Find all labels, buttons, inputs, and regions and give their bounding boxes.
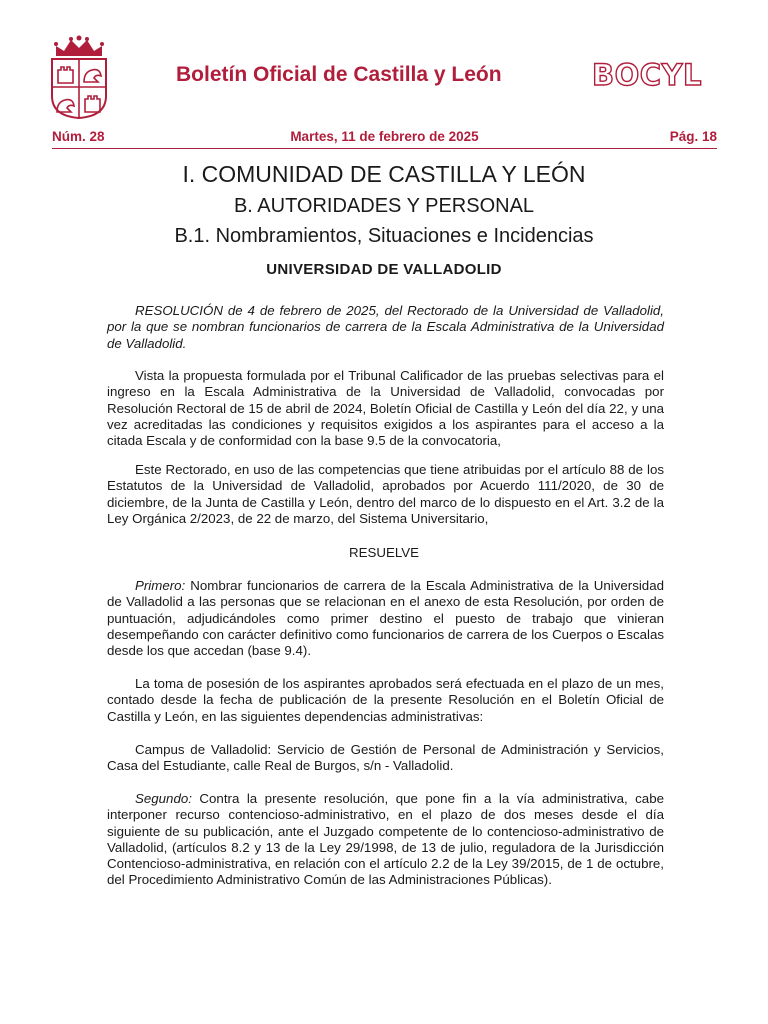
page-number: Pág. 18 xyxy=(669,129,717,144)
resolution-text: RESOLUCIÓN de 4 de febrero de 2025, del Rectorado de la Universidad de Valladolid, por la que se nombran funcionarios de carrera de la Escala Administrativa de la Universidad de Valladolid. xyxy=(107,303,664,351)
resolution-title xyxy=(107,303,664,352)
paragraph-campus: Campus de Valladolid: Servicio de Gestión de Personal de Administración y Servicios, Casa del Estudiante, calle Real de Burgos, s/n - Valladolid. xyxy=(107,742,664,774)
page-header xyxy=(0,0,768,130)
issue-date: Martes, 11 de febrero de 2025 xyxy=(290,129,479,144)
section-heading-2: B. AUTORIDADES Y PERSONAL xyxy=(233,195,535,217)
bocyl-logo: BOCYL xyxy=(592,58,703,92)
paragraph-segundo xyxy=(107,791,664,889)
issue-info-bar xyxy=(52,128,717,149)
primero-text: Nombrar funcionarios de carrera de la Escala Administrativa de la Universidad de Valladolid a las personas que se relacionan en el anexo de esta Resolución, por orden de puntuación, adjudicándoles como primer destino el puesto de trabajo que vinieran desempeñando con carácter definitivo como funcionarios de carrera de los Cuerpos o Escalas desde los que accedan (base 9.4). xyxy=(107,578,664,659)
paragraph-rectorate: Este Rectorado, en uso de las competencias que tiene atribuidas por el artículo 88 de los Estatutos de la Universidad de Valladolid, aprobados por Acuerdo 111/2020, de 30 de diciembre, de la Junta de Castilla y León, dentro del marco de lo dispuesto en el Art. 3.2 de la Ley Orgánica 2/2023, de 22 de marzo, del Sistema Universitario, xyxy=(107,462,664,526)
section-heading-3: B.1. Nombramientos, Situaciones e Incidencias xyxy=(174,225,594,247)
organism-heading: UNIVERSIDAD DE VALLADOLID xyxy=(266,261,502,278)
issue-number: Núm. 28 xyxy=(52,129,105,144)
paragraph-toma-posesion: La toma de posesión de los aspirantes aprobados será efectuada en el plazo de un mes, contado desde la fecha de publicación de la presente Resolución en el Boletín Oficial de Castilla y León, en las siguientes dependencias administrativas: xyxy=(107,676,664,724)
section-heading-1: I. COMUNIDAD DE CASTILLA Y LEÓN xyxy=(182,161,586,187)
resuelve-heading: RESUELVE xyxy=(349,545,419,560)
paragraph-proposal: Vista la propuesta formulada por el Tribunal Calificador de las pruebas selectivas para el ingreso en la Escala Administrativa de la Universidad de Valladolid, convocadas por Resolución Rectoral de 15 de abril de 2024, Boletín Oficial de Castilla y León del día 22, y una vez acreditadas las condiciones y requisitos exigidos a los aspirantes para el acceso a la citada Escala y de conformidad con la base 9.5 de la convocatoria, xyxy=(107,368,664,449)
segundo-text: Contra la presente resolución, que pone fin a la vía administrativa, cabe interponer recurso contencioso-administrativo, en el plazo de dos meses desde el día siguiente de su publicación, ante el Juzgado competente de lo contencioso-administrativo de Valladolid, (artículos 8.2 y 13 de la Ley 29/1998, de 13 de julio, reguladora de la Jurisdicción Contencioso-administrativa, en relación con el artículo 2.2 de la Ley 39/2015, de 1 de octubre, del Procedimiento Administrativo Común de las Administraciones Públicas). xyxy=(107,791,664,888)
bulletin-title: Boletín Oficial de Castilla y León xyxy=(176,63,502,86)
primero-label: Primero: xyxy=(135,578,186,593)
paragraph-primero xyxy=(107,578,664,659)
segundo-label: Segundo: xyxy=(135,791,192,806)
coat-of-arms-icon xyxy=(48,34,110,120)
